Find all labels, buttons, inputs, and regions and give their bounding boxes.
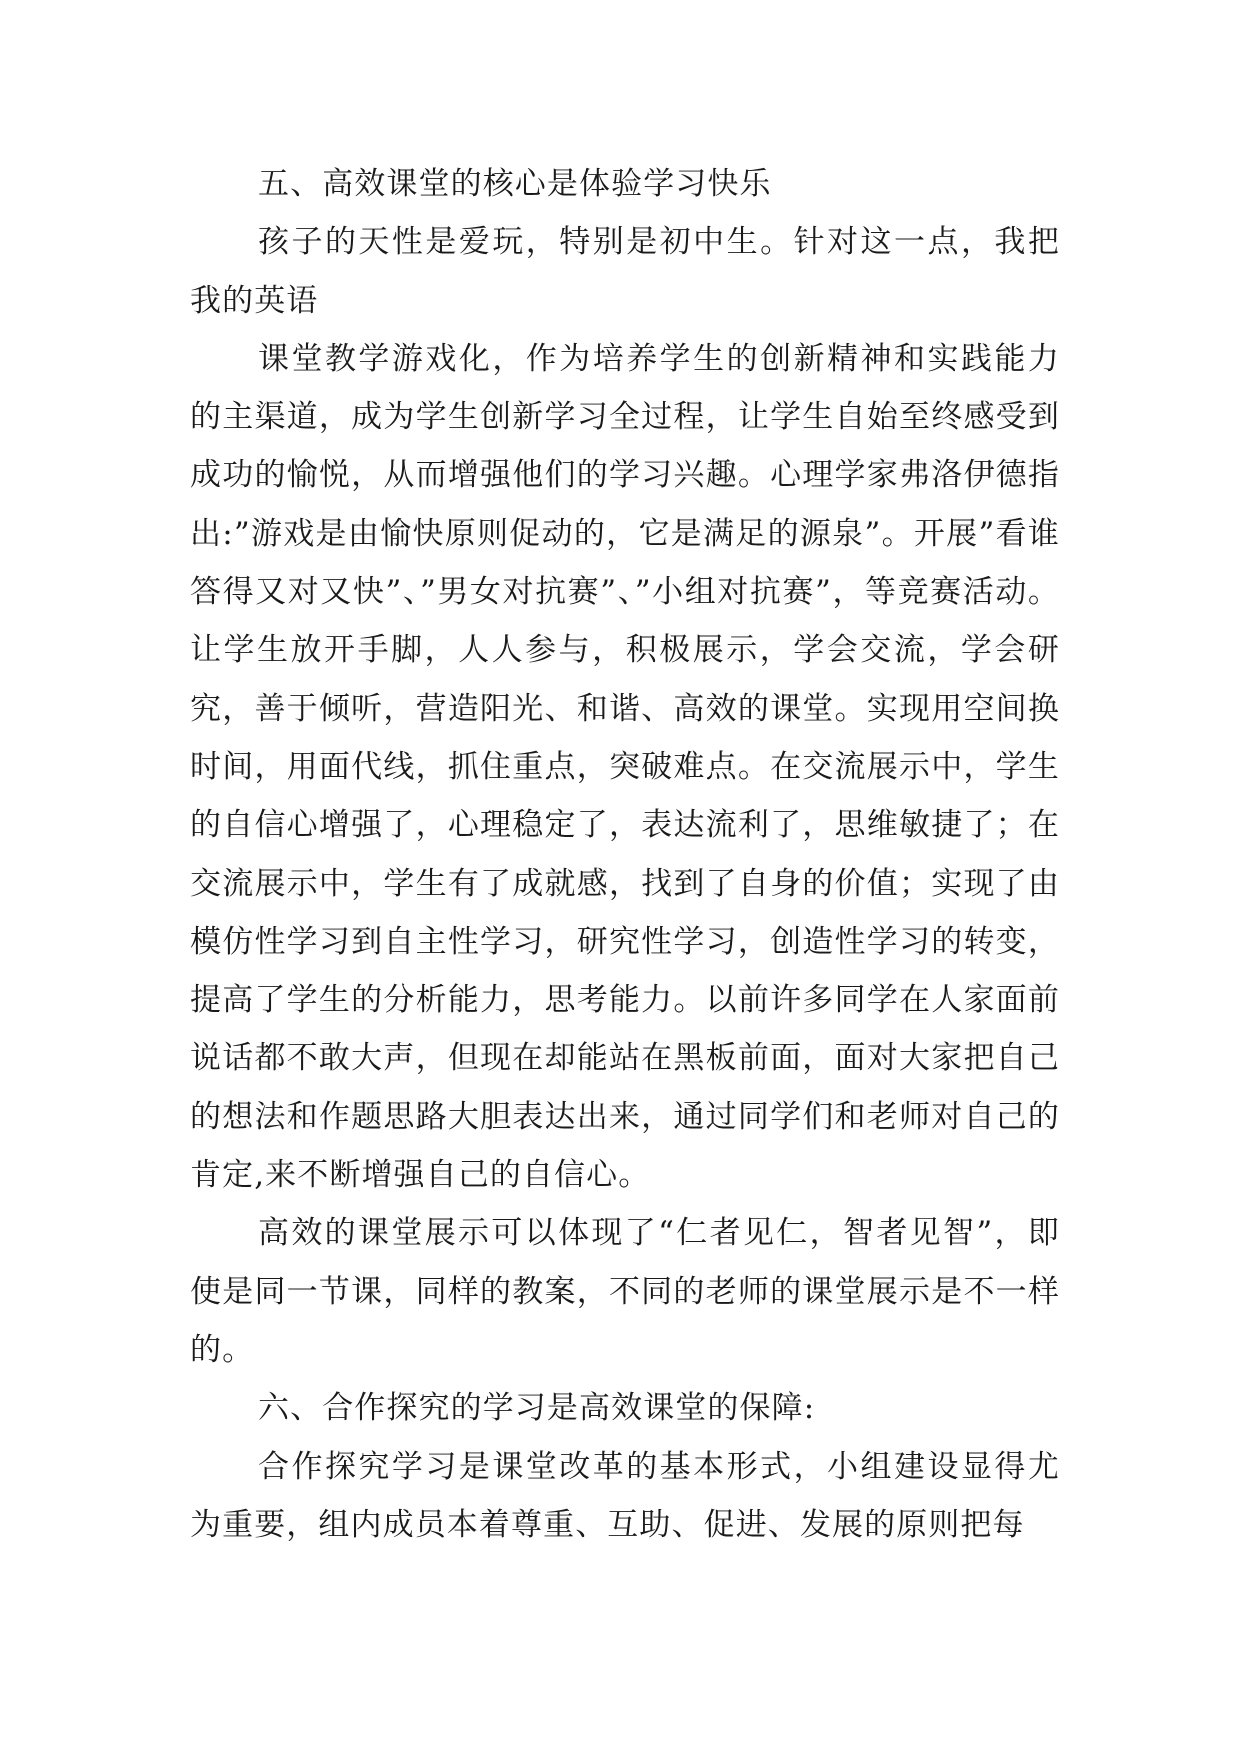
paragraph-classroom-display: 高效的课堂展示可以体现了“仁者见仁，智者见智”，即使是同一节课，同样的教案，不同的老师的课堂展示是不一样的。 [190,1215,1060,1368]
paragraph-game-teaching: 课堂教学游戏化，作为培养学生的创新精神和实践能力的主渠道，成为学生创新学习全过程，让学生自始至终感受到成功的愉悦，从而增强他们的学习兴趣。心理学家弗洛伊德指出:”游戏是由愉快原则促动的，它是满足的源泉”。开展”看谁答得又对又快”、”男女对抗赛”、”小组对抗赛”，等竞赛活动。让学生放开手脚，人人参与，积极展示，学会交流，学会研究，善于倾听，营造阳光、和谐、高效的课堂。实现用空间换时间，用面代线，抓住重点，突破难点。在交流展示中，学生的自信心增强了，心理稳定了，表达流利了，思维敏捷了；在交流展示中，学生有了成就感，找到了自身的价值；实现了由模仿性学习到自主性学习，研究性学习，创造性学习的转变，提高了学生的分析能力，思考能力。以前许多同学在人家面前说话都不敢大声，但现在却能站在黑板前面，面对大家把自己的想法和作题思路大胆表达出来，通过同学们和老师对自己的肯定,来不断增强自己的自信心。 [190,340,1060,1194]
section-heading-6: 六、合作探究的学习是高效课堂的保障: [258,1390,816,1427]
paragraph-cooperative-learning: 合作探究学习是课堂改革的基本形式，小组建设显得尤为重要，组内成员本着尊重、互助、促进、发展的原则把每 [190,1448,1060,1543]
paragraph-intro: 孩子的天性是爱玩，特别是初中生。针对这一点，我把我的英语 [190,224,1060,319]
section-heading-5: 五、高效课堂的核心是体验学习快乐 [258,166,772,202]
document-page [190,155,1060,1554]
